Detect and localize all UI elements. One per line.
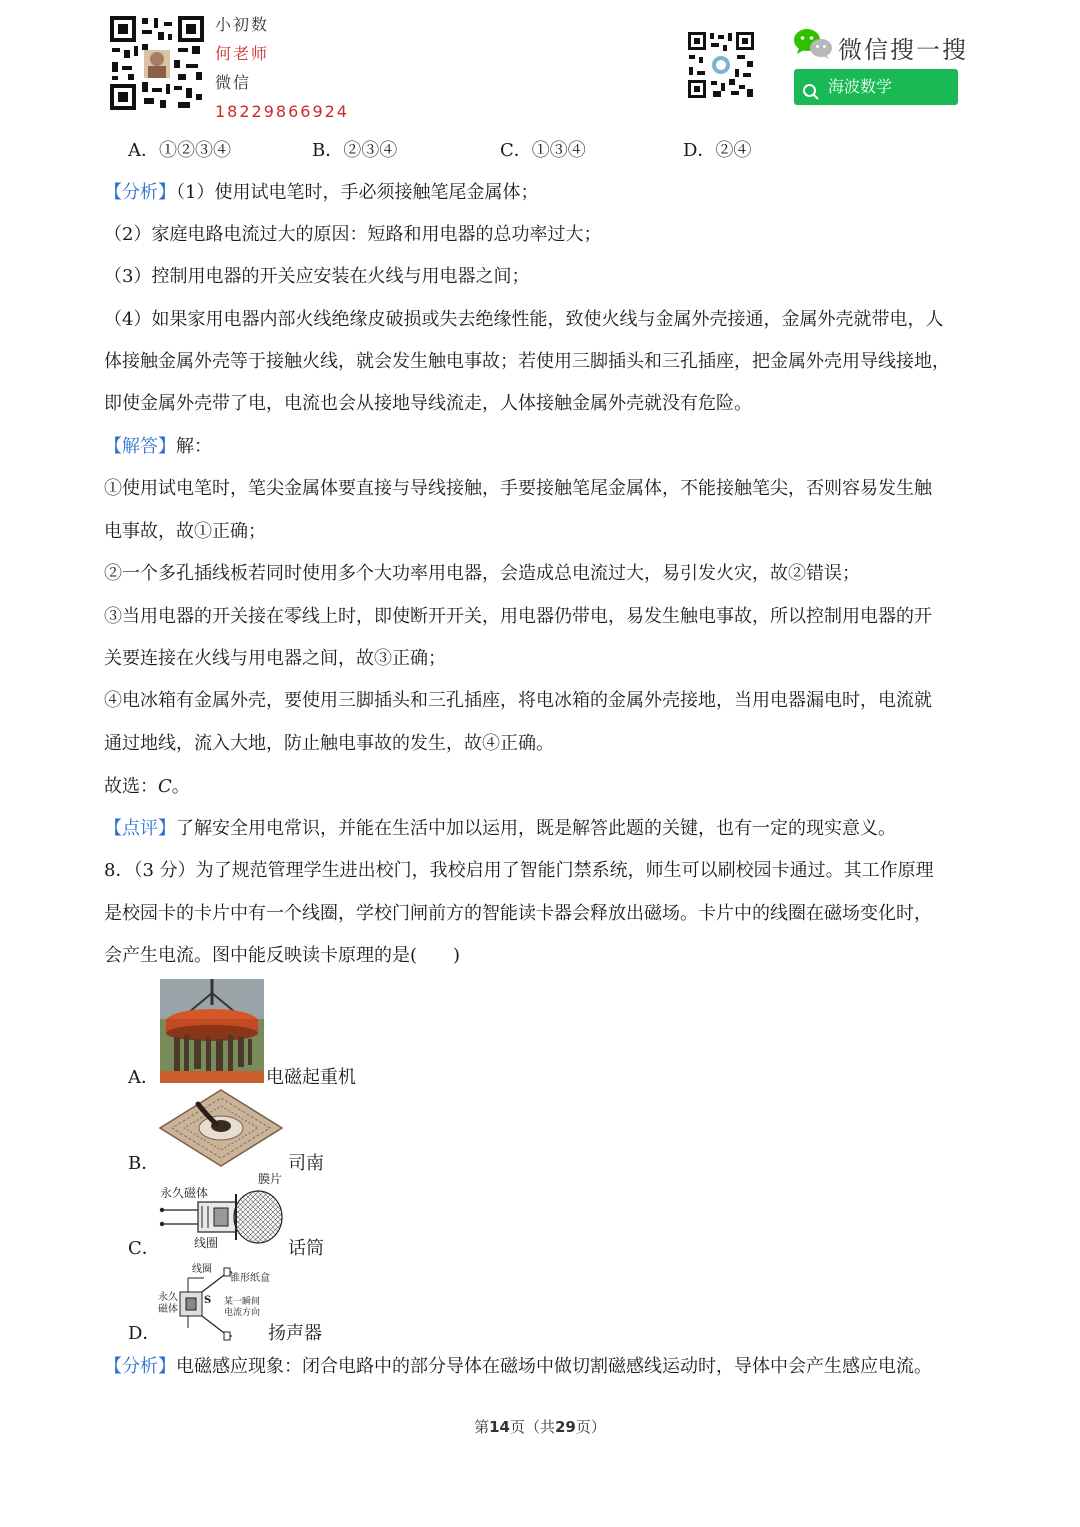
contact-line: 何老师 [215,44,270,63]
solution-line: 关要连接在火线与用电器之间，故③正确； [104,648,446,669]
qr-code-left [108,14,206,112]
analysis-line: （4）如果家用电器内部火线绝缘皮破损或失去绝缘性能，致使火线与金属外壳接通，金属外壳就带电，人 [104,309,944,330]
page-header [0,0,1080,130]
q8-option-d-caption: 扬声器 [268,1323,322,1344]
comment-tag: 【点评】 [104,818,176,839]
solution-line: 通过地线，流入大地，防止触电事故的发生，故④正确。 [104,733,554,754]
wechat-search-box[interactable] [794,69,958,105]
search-icon [802,78,820,114]
wechat-search-label: 海波数学 [828,77,893,96]
q7-option-a: A．①②③④ [128,140,231,161]
analysis-line: （2）家庭电路电流过大的原因：短路和用电器的总功率过大； [104,224,602,245]
speaker-label-pole: S [204,1295,212,1306]
solution-line: ④电冰箱有金属外壳，要使用三脚插头和三孔插座，将电冰箱的金属外壳接地，当用电器漏电时，电流就 [104,690,932,711]
contact-line: 小初数 [215,15,270,34]
analysis-line: （3）控制用电器的开关应安装在火线与用电器之间； [104,266,530,287]
q8-line: 是校园卡的卡片中有一个线圈，学校门闸前方的智能读卡器会释放出磁场。卡片中的线圈在磁场变化时， [104,903,932,924]
contact-phone: 18229866924 [215,102,349,121]
speaker-label-cone: 锥形纸盒 [230,1273,270,1284]
solution-choice: 故选：C。 [104,776,190,797]
analysis-tag: 【分析】 [104,182,176,203]
q8-option-c-letter: C． [128,1238,160,1259]
solution-line: ①使用试电笔时，笔尖金属体要直接与导线接触，手要接触笔尾金属体，不能接触笔尖，否则容易发生触 [104,478,932,499]
contact-line: 微信 [215,73,252,92]
q8-line: 8．（3 分）为了规范管理学生进出校门，我校启用了智能门禁系统，师生可以刷校园卡通过。其工作原理 [104,860,934,881]
page-total: 29 [555,1418,576,1436]
crane-image [160,979,264,1083]
analysis2-line: 【分析】电磁感应现象：闭合电路中的部分导体在磁场中做切割磁感线运动时，导体中会产生感应电流。 [104,1356,932,1377]
solution-heading: 【解答】解： [104,436,212,457]
sinan-image [158,1088,284,1168]
page-number: 14 [489,1418,510,1436]
analysis-line: 即使金属外壳带了电，电流也会从接地导线流走，人体接触金属外壳就没有危险。 [104,393,752,414]
solution-line: ③当用电器的开关接在零线上时，即使断开开关，用电器仍带电，易发生触电事故，所以控制用电器的开 [104,606,932,627]
solution-tag: 【解答】 [104,436,176,457]
q7-option-b: B．②③④ [312,140,398,161]
page-footer: 第14页（共29页） [474,1418,606,1436]
analysis-line: 【分析】（1）使用试电笔时，手必须接触笔尾金属体； [104,182,539,203]
mic-label-magnet: 永久磁体 [160,1186,209,1200]
contact-block [215,10,349,126]
q8-option-b-caption: 司南 [288,1153,324,1174]
solution-line: ②一个多孔插线板若同时使用多个大功率用电器，会造成总电流过大，易引发火灾，故②错误； [104,563,860,584]
speaker-label-magnet: 永久磁体 [158,1292,178,1315]
q8-option-c-caption: 话筒 [288,1238,324,1259]
q8-line: 会产生电流。图中能反映读卡原理的是( ) [104,945,461,966]
mic-label-film: 膜片 [258,1172,283,1186]
q8-option-a-caption: 电磁起重机 [266,1067,356,1088]
q8-option-a-letter: A． [128,1067,159,1088]
qr-code-right [687,31,755,99]
q8-option-d-letter: D． [128,1323,161,1344]
speaker-label-coil: 线圈 [192,1264,212,1275]
q7-option-c: C．①③④ [500,140,586,161]
wechat-icon [793,28,833,65]
speaker-label-current: 某一瞬间电流方向 [224,1297,261,1318]
mic-label-coil: 线圈 [194,1236,219,1250]
q7-option-d: D．②④ [683,140,752,161]
solution-line: 电事故，故①正确； [104,521,266,542]
analysis2-tag: 【分析】 [104,1356,176,1377]
comment-line: 【点评】了解安全用电常识，并能在生活中加以运用，既是解答此题的关键，也有一定的现实意义。 [104,818,896,839]
analysis-line: 体接触金属外壳等于接触火线，就会发生触电事故；若使用三脚插头和三孔插座，把金属外壳用导线接地， [104,351,950,372]
q8-option-b-letter: B． [128,1153,160,1174]
wechat-search-title: 微信搜一搜 [838,36,968,64]
